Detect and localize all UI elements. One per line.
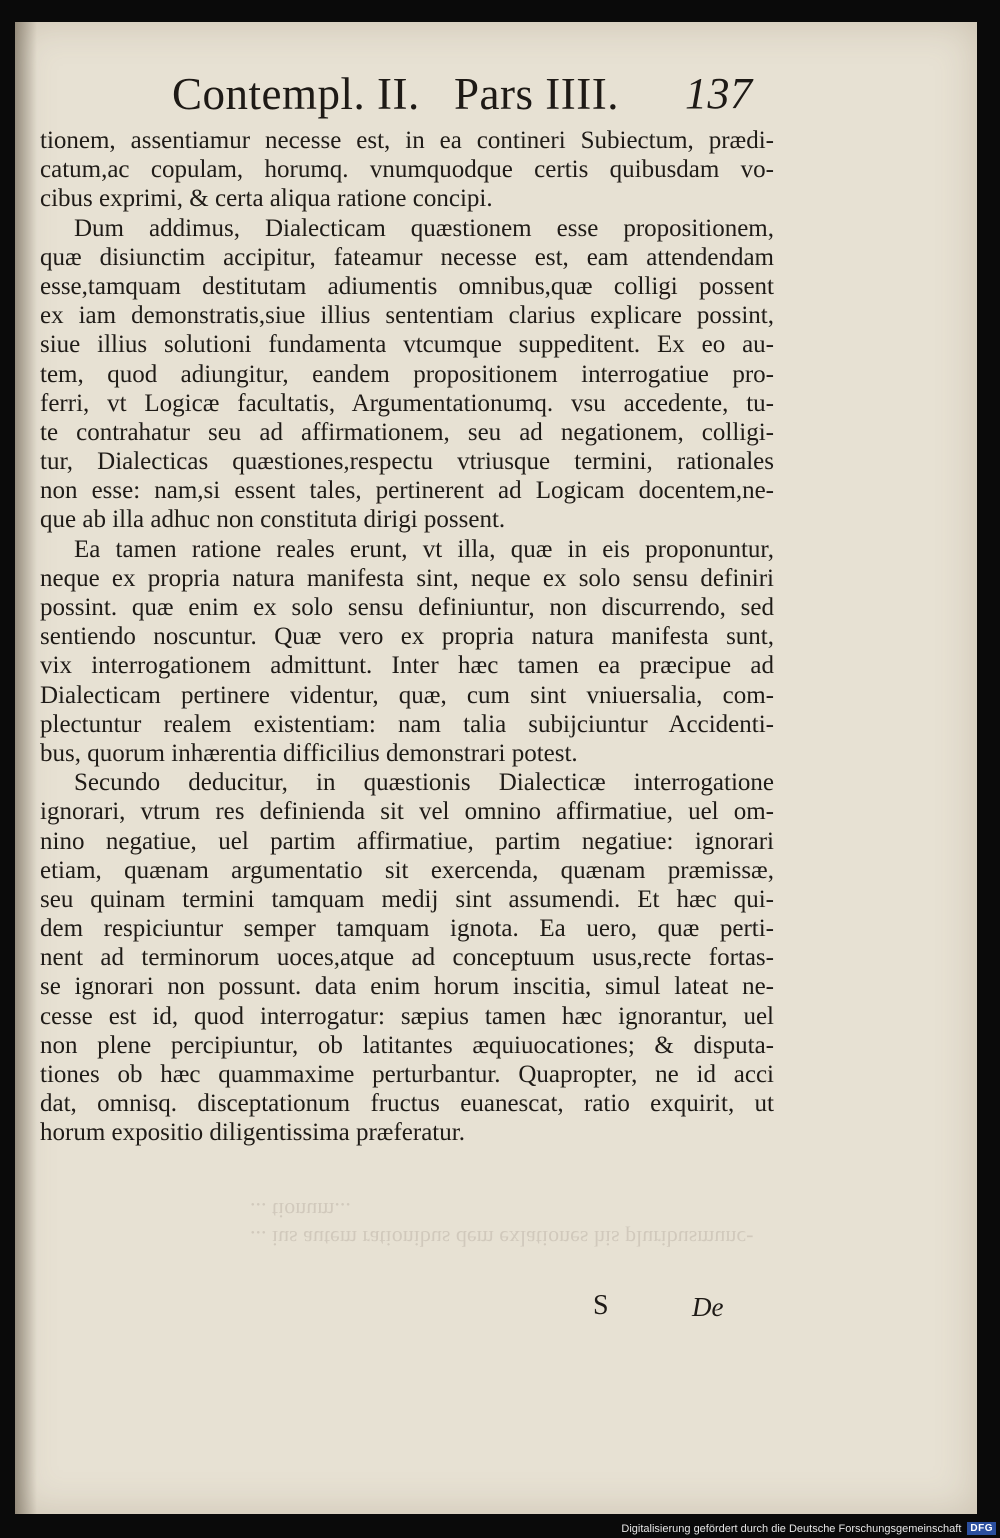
signature-mark: S [593, 1290, 609, 1321]
text-line: te contrahatur seu ad affirmationem, seu ad negationem, colligi- [40, 418, 774, 446]
text-line: cibus exprimi, & certa aliqua ratione concipi. [40, 185, 493, 213]
gutter-shadow [15, 22, 37, 1514]
text-line: esse,tamquam destitutam adiumentis omnibus,quæ colligi possent [40, 272, 774, 300]
text-line: tem, quod adiungitur, eandem propositionem interrogatiue pro- [40, 360, 774, 388]
text-line: non plene percipiuntur, ob latitantes æquiuocationes; & disputa- [40, 1031, 774, 1059]
show-through-text [250, 1196, 790, 1252]
text-line: se ignorari non possunt. data enim horum inscitia, simul lateat ne- [40, 973, 774, 1001]
text-line: tionem, assentiamur necesse est, in ea contineri Subiectum, prædi- [40, 127, 774, 154]
digitization-footer [621, 1522, 996, 1535]
text-line: ignorari, vtrum res definienda sit vel omnino affirmatiue, uel om- [40, 798, 774, 826]
section-title: Pars IIII. [454, 69, 619, 119]
text-line: nino negatiue, uel partim affirmatiue, partim negatiue: ignorari [40, 827, 774, 855]
text-line: bus, quorum inhærentia difficilius demonstrari potest. [40, 739, 578, 767]
text-line: vix interrogationem admittunt. Inter hæc tamen ea præcipue ad [40, 652, 774, 680]
text-line: tiones ob hæc quammaxime perturbantur. Quapropter, ne id acci [40, 1061, 774, 1088]
page-number: 137 [685, 69, 753, 118]
text-line: nent ad terminorum uoces,atque ad conceptuum usus,recte fortas- [40, 944, 774, 972]
catchword: De [692, 1292, 724, 1322]
text-line: ex iam demonstratis,siue illius sententiam clarius explicare possint, [40, 302, 774, 330]
text-line: plectuntur realem existentiam: nam talia subijciuntur Accidenti- [40, 710, 774, 738]
text-line: tur, Dialecticas quæstiones,respectu vtriusque termini, rationales [40, 448, 774, 476]
dfg-logo-icon: DFG [967, 1522, 996, 1535]
footer-credit: Digitalisierung gefördert durch die Deutsche Forschungsgemeinschaft [621, 1522, 962, 1535]
text-line: Secundo deducitur, in quæstionis Dialecticæ interrogatione [74, 769, 774, 797]
text-line: horum expositio diligentissima præferatur. [40, 1119, 465, 1147]
text-line: neque ex propria natura manifesta sint, neque ex solo sensu definiri [40, 564, 774, 592]
text-line: catum,ac copulam, horumq. vnumquodque certis quibusdam vo- [40, 156, 774, 184]
text-line: etiam, quænam argumentatio sit exercenda, quænam præmissæ, [40, 856, 774, 884]
text-line: quæ disiunctim accipitur, fateamur necesse est, eam attendendam [40, 243, 774, 271]
text-line: possint. quæ enim ex solo sensu definiuntur, non discurrendo, sed [40, 594, 774, 621]
text-line: ferri, vt Logicæ facultatis, Argumentationumq. vsu accedente, tu- [40, 389, 774, 417]
text-line: dem respiciuntur semper tamquam ignota. Ea uero, quæ perti- [40, 915, 774, 943]
text-line: seu quinam termini tamquam medij sint assumendi. Et hæc qui- [40, 885, 774, 913]
text-line: Ea tamen ratione reales erunt, vt illa, quæ in eis proponuntur, [74, 535, 774, 563]
text-line: non esse: nam,si essent tales, pertinerent ad Logicam docentem,ne- [40, 477, 774, 505]
text-line: siue illius solutioni fundamenta vtcumque suppeditent. Ex eo au- [40, 331, 774, 359]
text-line: cesse est id, quod interrogatur: sæpius tamen hæc ignorantur, uel [40, 1002, 774, 1030]
text-line: Dialecticam pertinere videntur, quæ, cum sint vniuersalia, com- [40, 681, 774, 709]
text-line: que ab illa adhuc non constituta dirigi possent. [40, 506, 506, 534]
show-through-line: ... tionum... [250, 1198, 351, 1223]
text-line: sentiendo noscuntur. Quæ vero ex propria natura manifesta sunt, [40, 623, 774, 651]
part-title: Contempl. II. [172, 69, 420, 119]
body-text [40, 126, 774, 1148]
text-line: dat, omnisq. disceptationum fructus euanescat, ratio exquirit, ut [40, 1090, 774, 1118]
show-through-line: ... ius autem rationibus dem exlationes his pluribusmunc- [250, 1226, 754, 1251]
text-line: Dum addimus, Dialecticam quæstionem esse propositionem, [74, 214, 774, 242]
